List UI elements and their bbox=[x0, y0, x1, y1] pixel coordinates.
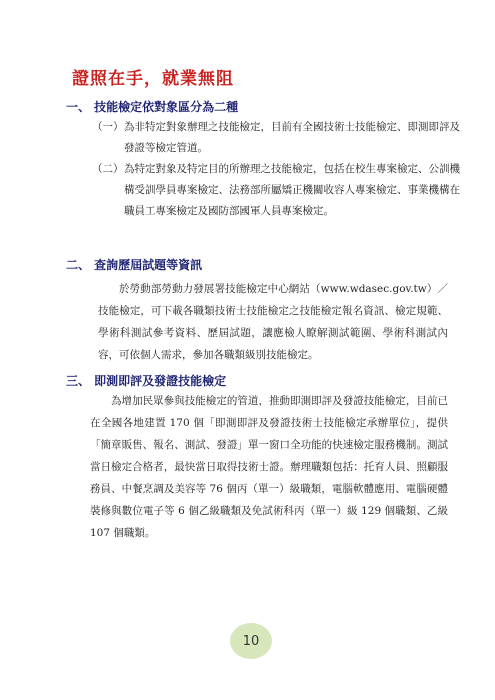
item-text: 為非特定對象辦理之技能檢定，目前有全國技術士技能檢定、即測即評及發證等檢定管道。 bbox=[124, 121, 460, 154]
section-heading-2: 二、 查詢歷屆試題等資訊 bbox=[66, 258, 203, 272]
section-3-paragraph: 為增加民眾參與技能檢定的管道，推動即測即評及發證技能檢定，目前已在全國各地建置 170 個「即測即評及發證技術士技能檢定承辦單位」，提供「簡章販售、報名、測試、發證」單一窗口全功能的快速檢定服務機制。測試當日檢定合格者，最快當日取得技術士證。辦理職類包括：托育人員、照顧服務員、中餐烹調及美容等 76 個丙（單一）級職類，電腦軟體應用、電腦硬體裝修與數位電子等 6 個乙級職類及免試術科丙（單一）級 129 個職類、乙級 107 個職類。 bbox=[90, 395, 448, 539]
item-text: 為特定對象及特定目的所辦理之技能檢定，包括在校生專案檢定、公訓機構受訓學員專案檢定、法務部所屬矯正機關收容人專案檢定、事業機構在職員工專案檢定及國防部國軍人員專案檢定。 bbox=[124, 163, 460, 217]
section-2-paragraph: 於勞動部勞動力發展署技能檢定中心網站（www.wdasec.gov.tw）／技能檢定，可下載各職類技術士技能檢定之技能檢定報名資訊、檢定規範、學術科測試參考資料、歷屆試題，讓應檢人瞭解測試範圍、學術科測試內容，可依個人需求，參加各職類級別技能檢定。 bbox=[98, 283, 448, 361]
section-heading-1: 一、 技能檢定依對象區分為二種 bbox=[66, 100, 239, 114]
page-number: 10 bbox=[242, 633, 260, 649]
item-marker: （二） bbox=[92, 163, 124, 175]
section-heading-3: 三、 即測即評及發證技能檢定 bbox=[66, 374, 227, 388]
page-number-badge bbox=[230, 623, 272, 659]
item-marker: （一） bbox=[92, 121, 124, 133]
list-item bbox=[92, 117, 464, 159]
page-title: 證照在手，就業無阻 bbox=[72, 69, 234, 89]
list-item bbox=[92, 159, 464, 222]
